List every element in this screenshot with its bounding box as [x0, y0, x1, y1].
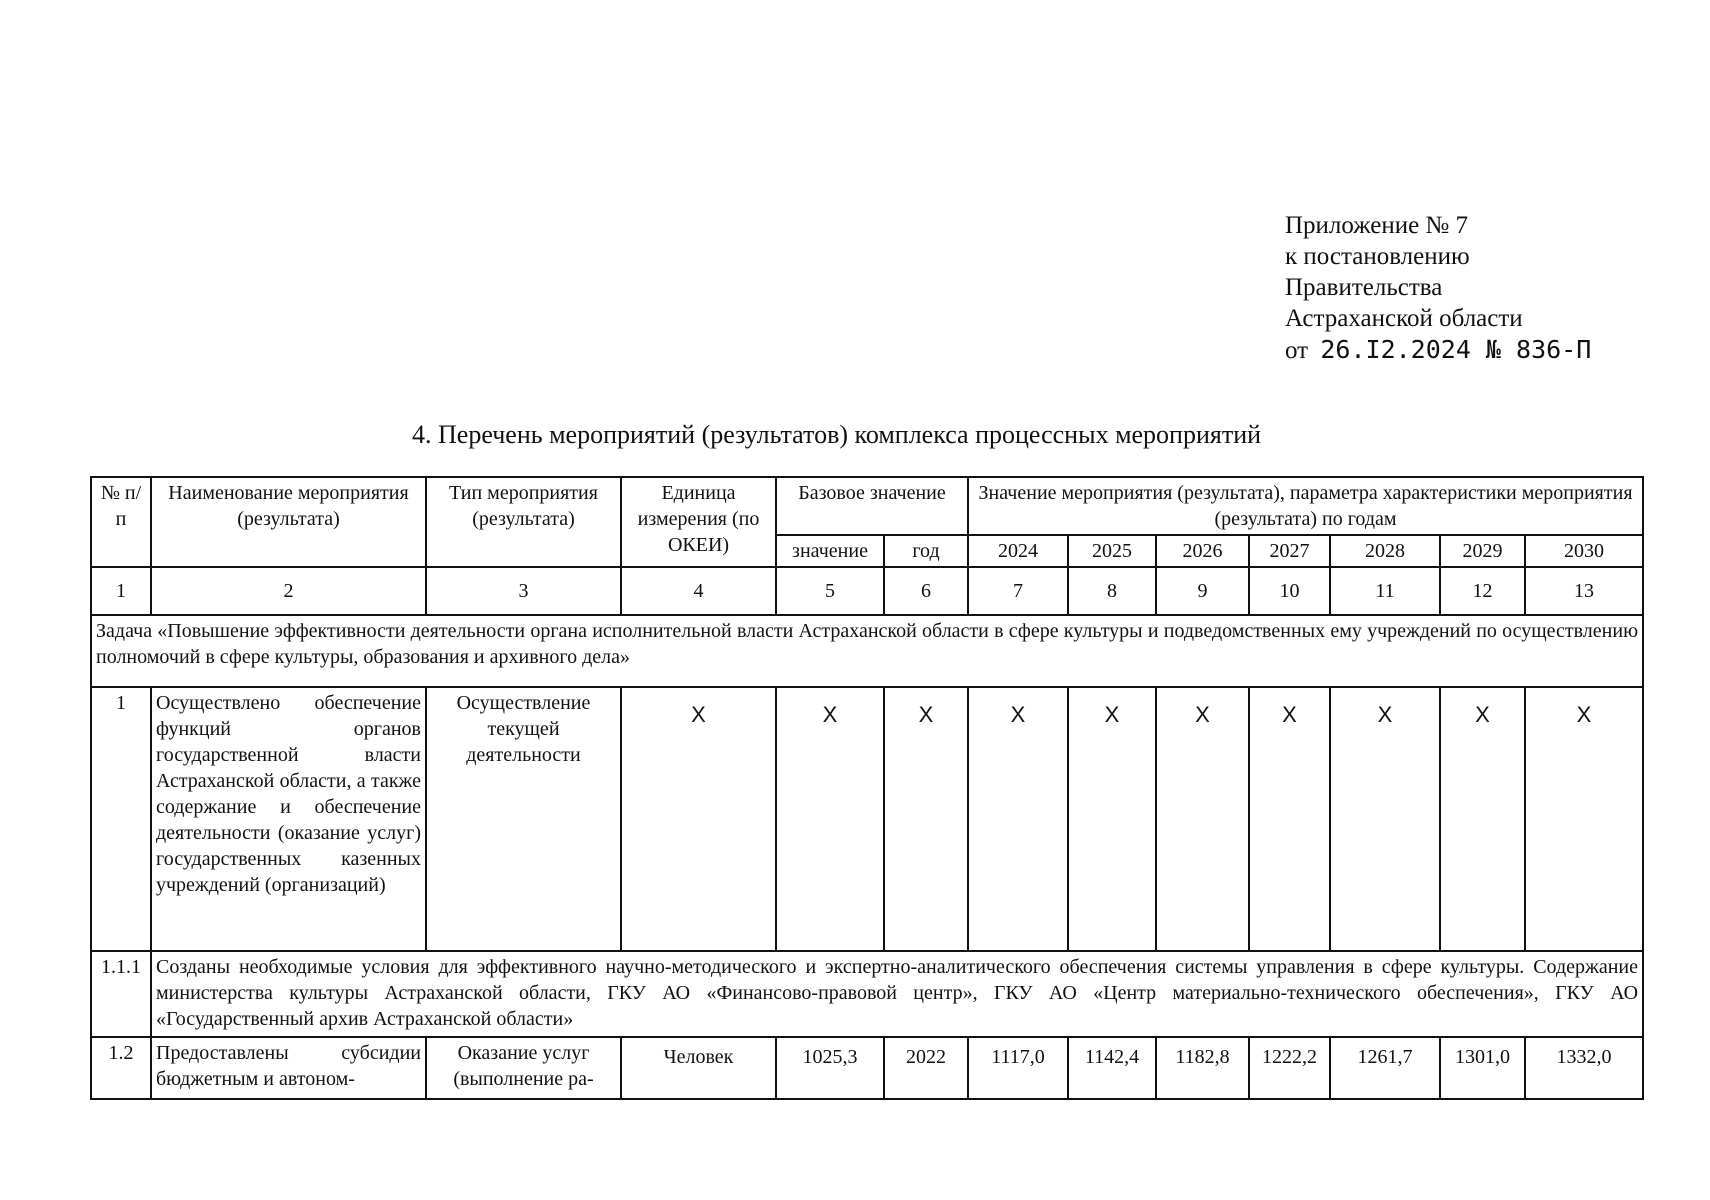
task-text: Задача «Повышение эффективности деятельности органа исполнительной власти Астраханской области в сфере культуры и подведомственных ему учреждений по осуществлению полномочий в сфере культуры, образования и архивного дела» [91, 615, 1643, 687]
measure-type: Оказание услуг (выполнение ра- [426, 1037, 621, 1099]
column-number: 6 [884, 567, 968, 615]
mark-cell: X [1068, 687, 1156, 951]
mark-cell: X [968, 687, 1068, 951]
column-number: 13 [1525, 567, 1643, 615]
base-year-cell: 2022 [884, 1037, 968, 1099]
year-value-cell: 1182,8 [1156, 1037, 1249, 1099]
base-value-cell: 1025,3 [776, 1037, 884, 1099]
header-year: 2028 [1330, 535, 1440, 567]
mark-cell: X [1525, 687, 1643, 951]
row-num: 1.2 [91, 1037, 151, 1099]
column-number: 10 [1249, 567, 1330, 615]
header-unit: Единица измерения (по ОКЕИ) [621, 477, 776, 567]
header-base-value: значение [776, 535, 884, 567]
header-year: 2029 [1440, 535, 1525, 567]
mark-cell: X [884, 687, 968, 951]
date-prefix: от [1285, 337, 1309, 364]
mark-cell: X [1249, 687, 1330, 951]
header-year: 2025 [1068, 535, 1156, 567]
table-row [91, 951, 1643, 1037]
mark-cell: X [621, 687, 776, 951]
column-number: 1 [91, 567, 151, 615]
header-year: 2024 [968, 535, 1068, 567]
mark-cell: X [1330, 687, 1440, 951]
year-value-cell: 1332,0 [1525, 1037, 1643, 1099]
appendix-line-4: Астраханской области [1285, 305, 1523, 332]
year-value-cell: 1142,4 [1068, 1037, 1156, 1099]
appendix-line-3: Правительства [1285, 274, 1443, 301]
header-year: 2030 [1525, 535, 1643, 567]
header-base: Базовое значение [776, 477, 968, 535]
table-row [91, 687, 1643, 951]
column-number: 9 [1156, 567, 1249, 615]
appendix-line-2: к постановлению [1285, 243, 1470, 270]
header-year: 2027 [1249, 535, 1330, 567]
measure-name: Осуществлено обеспечение функций органов государственной власти Астраханской области, а также содержание и обеспечение деятельности (оказание услуг) государственных казенных учреждений (организаций) [151, 687, 426, 951]
date-stamp: 26.I2.2024 № 836-П [1320, 335, 1592, 364]
column-number: 3 [426, 567, 621, 615]
column-number: 7 [968, 567, 1068, 615]
column-number: 2 [151, 567, 426, 615]
result-description: Созданы необходимые условия для эффективного научно-методического и экспертно-аналитического обеспечения системы управления в сфере культуры. Содержание министерства культуры Астраханской области, ГКУ АО «Финансово-правовой центр», ГКУ АО «Центр материально-технического обеспечения», ГКУ АО «Государственный архив Астраханской области» [151, 951, 1643, 1037]
appendix-date-line [1285, 334, 1591, 366]
column-number: 4 [621, 567, 776, 615]
header-num: № п/п [91, 477, 151, 567]
column-number: 12 [1440, 567, 1525, 615]
header-values-group: Значение мероприятия (результата), параметра характеристики мероприятия (результата) по годам [968, 477, 1643, 535]
appendix-line-1: Приложение № 7 [1285, 212, 1469, 239]
year-value-cell: 1222,2 [1249, 1037, 1330, 1099]
measure-name: Предоставлены субсидии бюджетным и автоном- [151, 1037, 426, 1099]
header-base-year: год [884, 535, 968, 567]
column-number-row [91, 567, 1643, 615]
mark-cell: X [776, 687, 884, 951]
header-name: Наименование мероприятия (результата) [151, 477, 426, 567]
mark-cell: X [1156, 687, 1249, 951]
year-value-cell: 1261,7 [1330, 1037, 1440, 1099]
year-value-cell: 1301,0 [1440, 1037, 1525, 1099]
row-num: 1 [91, 687, 151, 951]
table-row [91, 1037, 1643, 1099]
column-number: 11 [1330, 567, 1440, 615]
measure-type: Осуществление текущей деятельности [426, 687, 621, 951]
header-year: 2026 [1156, 535, 1249, 567]
unit-cell: Человек [621, 1037, 776, 1099]
column-number: 5 [776, 567, 884, 615]
mark-cell: X [1440, 687, 1525, 951]
column-number: 8 [1068, 567, 1156, 615]
page-title: 4. Перечень мероприятий (результатов) комплекса процессных мероприятий [412, 420, 1262, 449]
header-type: Тип мероприятия (результата) [426, 477, 621, 567]
year-value-cell: 1117,0 [968, 1037, 1068, 1099]
task-row [91, 615, 1643, 687]
row-num: 1.1.1 [91, 951, 151, 1037]
appendix-block [1285, 210, 1591, 366]
measures-table [90, 476, 1644, 1100]
